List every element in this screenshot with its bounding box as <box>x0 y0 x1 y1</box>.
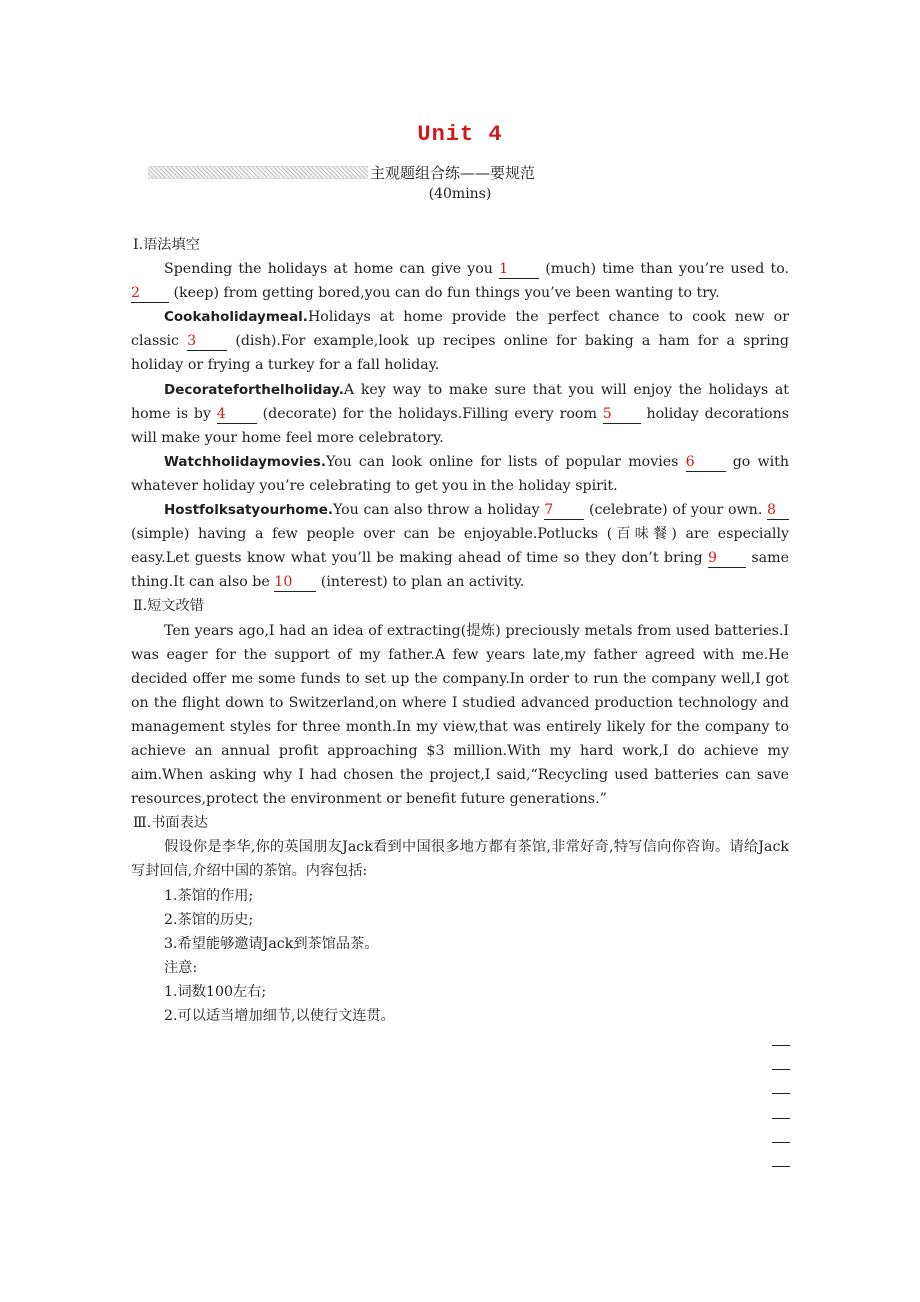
note-item-2: 2.可以适当增加细节,以使行文连贯。 <box>164 1008 395 1024</box>
writing-line <box>772 1118 790 1119</box>
writing-line <box>772 1142 790 1143</box>
blank-2: 2 <box>131 285 169 303</box>
writing-line <box>772 1045 790 1046</box>
content-item-2: 2.茶馆的历史; <box>164 911 254 928</box>
subtitle: 主观题组合练——要规范 <box>370 163 536 182</box>
paragraph-cook: Cookaholidaymeal.Holidays at home provide the perfect chance to cook new or classic 3 (dish).For example,look up recipes online for baking a ham for a spring holiday or frying a turkey for a fall holiday. <box>131 309 789 374</box>
paragraph-host: Hostfolksatyourhome.You can also throw a holiday 7 (celebrate) of your own. 8 (simple) having a few people over can be enjoyable.Potlucks (百味餐) are especially easy.Let guests know what you’ll be making ahead of time so they don’t bring 9 same thing.It can also be 10 (interest) to plan an activity. <box>131 502 789 591</box>
section-heading-grammar: Ⅰ.语法填空 <box>133 237 200 253</box>
note-label: 注意: <box>164 959 198 976</box>
subheading-decorate: Decorateforthelholiday. <box>164 381 344 398</box>
time-limit: (40mins) <box>428 186 492 202</box>
content-item-3: 3.希望能够邀请Jack到茶馆品茶。 <box>164 935 379 952</box>
subheading-host: Hostfolksatyourhome. <box>164 502 333 519</box>
exercise-content <box>131 233 789 1028</box>
writing-line <box>772 1093 790 1094</box>
blank-9: 9 <box>708 550 746 568</box>
paragraph-correction: Ten years ago,I had an idea of extracting(提炼) preciously metals from used batteries.I was eager for the support of my father.A few years late,my father agreed with me.He decided offer me some funds to set up the company.In order to run the company well,I got on the flight down to Switzerland,on where I studied advanced production technology and management styles for three month.In my view,that was entirely likely for the company to achieve an annual profit approaching $3 million.With my hard work,I do achieve my aim.When asking why I had chosen the project,I said,“Recycling used batteries can save resources,protect the environment or benefit future generations.” <box>131 622 789 808</box>
writing-line <box>772 1166 790 1167</box>
paragraph-movies: Watchholidaymovies.You can look online for lists of popular movies 6 go with whatever holiday you’re celebrating to get you in the holiday spirit. <box>131 453 790 494</box>
blank-1: 1 <box>499 261 539 279</box>
blank-3: 3 <box>187 333 227 351</box>
paragraph-decorate: Decorateforthelholiday.A key way to make sure that you will enjoy the holidays at home is by 4 (decorate) for the holidays.Filling every room 5 holiday decorations will make your home feel more celebratory. <box>131 381 789 446</box>
section-heading-writing: Ⅲ.书面表达 <box>133 815 208 832</box>
section-heading-correction: Ⅱ.短文改错 <box>133 598 204 615</box>
writing-prompt: 假设你是李华,你的英国朋友Jack看到中国很多地方都有茶馆,非常好奇,特写信向你咨询。请给Jack写封回信,介绍中国的茶馆。内容包括: <box>131 839 789 880</box>
decorative-bar <box>148 166 368 179</box>
subtitle-row <box>148 162 535 182</box>
blank-7: 7 <box>544 502 584 520</box>
writing-lines <box>772 1045 790 1190</box>
writing-line <box>772 1069 790 1070</box>
content-item-1: 1.茶馆的作用; <box>164 887 254 904</box>
blank-6: 6 <box>686 454 726 472</box>
blank-10: 10 <box>274 574 316 592</box>
blank-8: 8 <box>767 502 789 520</box>
blank-5: 5 <box>603 406 641 424</box>
blank-4: 4 <box>217 406 257 424</box>
subheading-movies: Watchholidaymovies. <box>164 453 326 470</box>
page-title: Unit 4 <box>417 122 503 147</box>
paragraph-intro: Spending the holidays at home can give you 1 (much) time than you’re used to.2 (keep) from getting bored,you can do fun things you’ve been wanting to try. <box>131 261 789 302</box>
note-item-1: 1.词数100左右; <box>164 983 267 1000</box>
subheading-cook: Cookaholidaymeal. <box>164 309 308 326</box>
